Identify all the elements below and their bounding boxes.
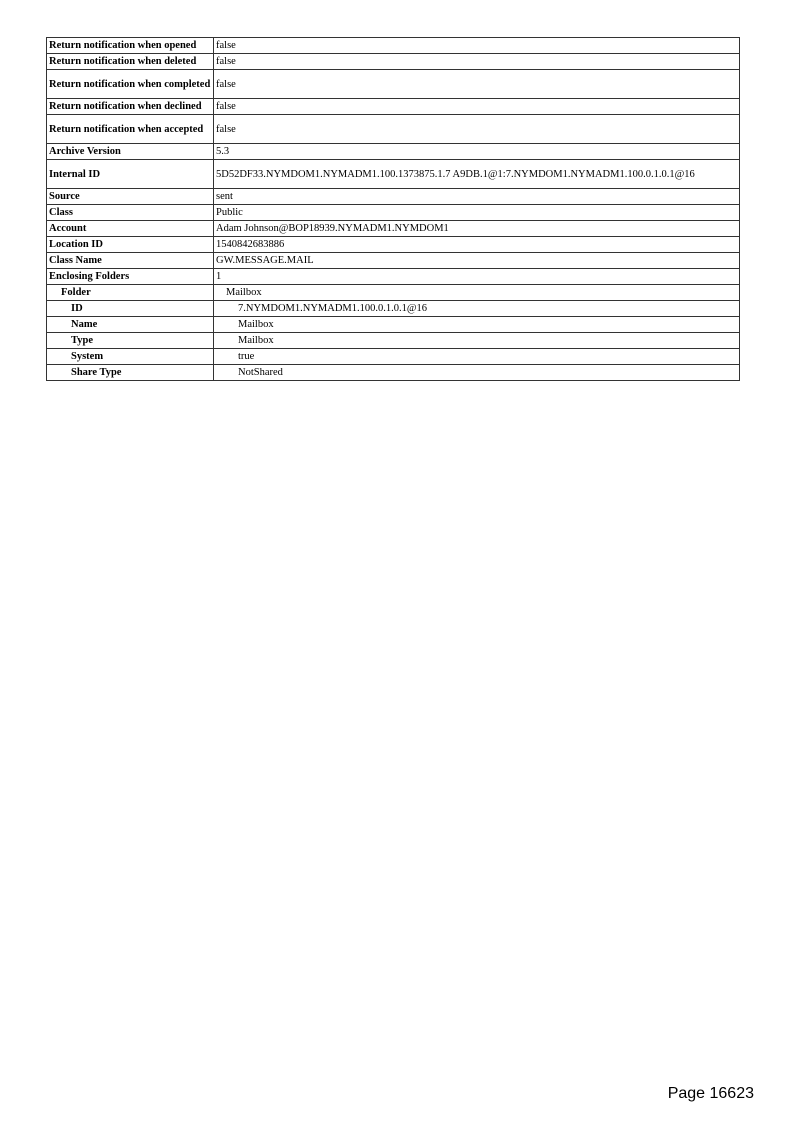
table-row xyxy=(47,317,740,333)
property-key: Type xyxy=(47,333,214,349)
property-value: 5.3 xyxy=(214,144,740,160)
property-key: Enclosing Folders xyxy=(47,269,214,285)
property-value: true xyxy=(214,349,740,365)
table-row xyxy=(47,237,740,253)
property-key: Return notification when deleted xyxy=(47,54,214,70)
property-key: Class Name xyxy=(47,253,214,269)
property-value: Mailbox xyxy=(214,285,740,301)
table-row xyxy=(47,253,740,269)
table-row xyxy=(47,205,740,221)
property-key: Name xyxy=(47,317,214,333)
property-key: Return notification when declined xyxy=(47,99,214,115)
page-number: Page 16623 xyxy=(667,1085,754,1102)
property-key: Share Type xyxy=(47,365,214,381)
table-row xyxy=(47,301,740,317)
property-value: sent xyxy=(214,189,740,205)
property-key: Source xyxy=(47,189,214,205)
table-row xyxy=(47,189,740,205)
table-row xyxy=(47,333,740,349)
property-value: false xyxy=(214,38,740,54)
property-value: false xyxy=(214,70,740,99)
property-key: Return notification when completed xyxy=(47,70,214,99)
table-row xyxy=(47,365,740,381)
table-row xyxy=(47,99,740,115)
table-row xyxy=(47,285,740,301)
property-key: Folder xyxy=(47,285,214,301)
property-value: false xyxy=(214,115,740,144)
property-value: false xyxy=(214,54,740,70)
table-row xyxy=(47,221,740,237)
table-row xyxy=(47,144,740,160)
property-value: 7.NYMDOM1.NYMADM1.100.0.1.0.1@16 xyxy=(214,301,740,317)
properties-table xyxy=(46,37,740,381)
property-value: false xyxy=(214,99,740,115)
property-key: Return notification when opened xyxy=(47,38,214,54)
property-value: Adam Johnson@BOP18939.NYMADM1.NYMDOM1 xyxy=(214,221,740,237)
property-value: NotShared xyxy=(214,365,740,381)
property-key: System xyxy=(47,349,214,365)
property-key: Class xyxy=(47,205,214,221)
property-value: Mailbox xyxy=(214,317,740,333)
table-row xyxy=(47,160,740,189)
property-key: Account xyxy=(47,221,214,237)
property-key: ID xyxy=(47,301,214,317)
property-value: 1 xyxy=(214,269,740,285)
property-key: Internal ID xyxy=(47,160,214,189)
table-row xyxy=(47,54,740,70)
property-value: GW.MESSAGE.MAIL xyxy=(214,253,740,269)
property-value: 5D52DF33.NYMDOM1.NYMADM1.100.1373875.1.7 A9DB.1@1:7.NYMDOM1.NYMADM1.100.0.1.0.1@16 xyxy=(214,160,740,189)
property-key: Return notification when accepted xyxy=(47,115,214,144)
table-row xyxy=(47,115,740,144)
table-row xyxy=(47,70,740,99)
property-key: Archive Version xyxy=(47,144,214,160)
property-value: Mailbox xyxy=(214,333,740,349)
table-row xyxy=(47,38,740,54)
property-key: Location ID xyxy=(47,237,214,253)
table-row xyxy=(47,269,740,285)
property-value: Public xyxy=(214,205,740,221)
property-value: 1540842683886 xyxy=(214,237,740,253)
table-row xyxy=(47,349,740,365)
